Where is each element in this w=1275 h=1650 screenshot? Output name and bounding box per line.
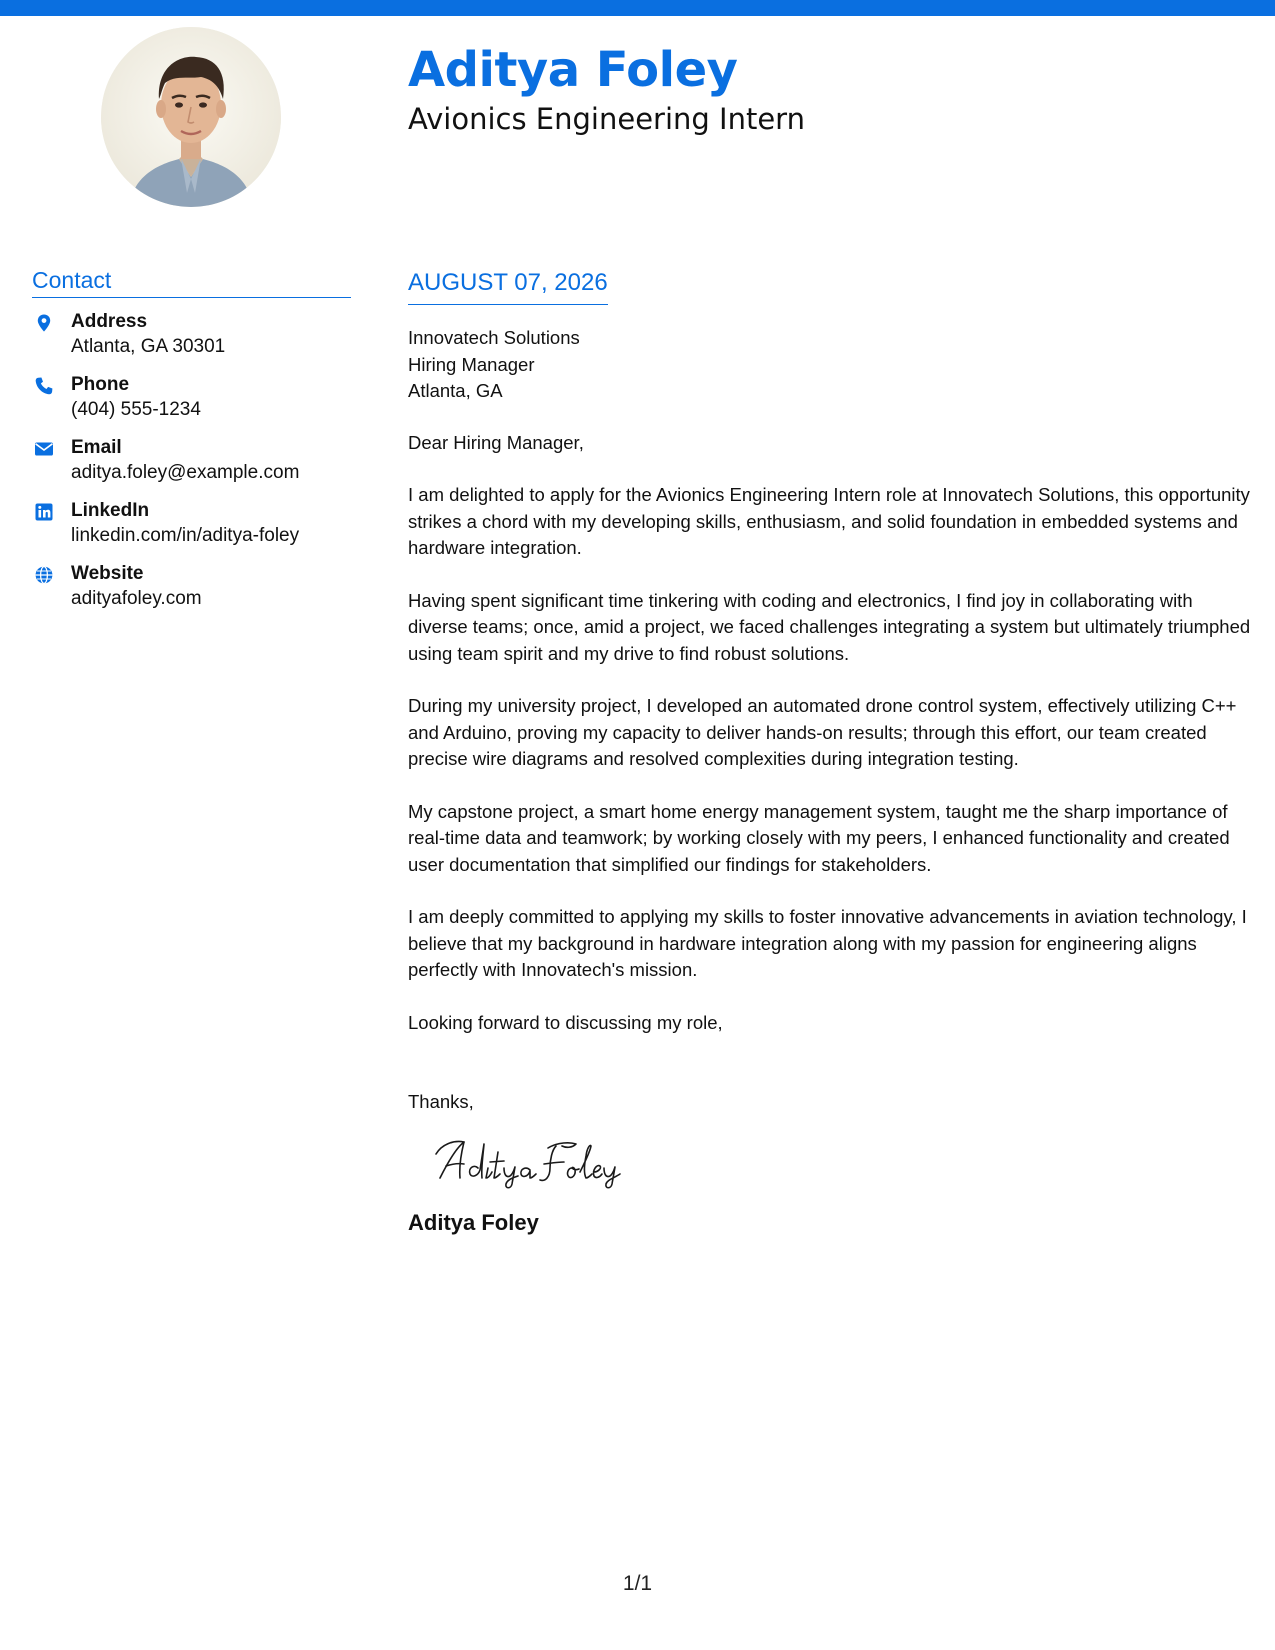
contact-item-phone: [32, 373, 362, 436]
job-title: Avionics Engineering Intern: [408, 102, 805, 136]
top-accent-bar: [0, 0, 1275, 16]
body-paragraph: I am deeply committed to applying my skills to foster innovative advancements in aviation technology, I believe that my background in hardware integration along with my passion for engineering aligns perfectly with Innovatech's mission.: [408, 906, 1247, 980]
linkedin-icon: [34, 502, 54, 522]
recipient-block: [408, 325, 1253, 405]
signer-name: Aditya Foley: [408, 1209, 539, 1235]
map-pin-icon: [34, 313, 54, 333]
envelope-icon: [34, 439, 54, 459]
salutation: Dear Hiring Manager,: [408, 431, 584, 453]
globe-icon: [34, 565, 54, 585]
contact-item-address: [32, 310, 362, 373]
body-paragraph: Having spent significant time tinkering with coding and electronics, I find joy in collaborating with diverse teams; once, amid a project, we faced challenges integrating a system but ultimately triumphed using team spirit and my drive to find robust solutions.: [408, 589, 1251, 664]
recipient-company: Innovatech Solutions: [408, 327, 580, 348]
signoff: Thanks,: [408, 1091, 474, 1112]
contact-label: Website: [71, 563, 144, 584]
page-number: 1/1: [622, 1572, 653, 1595]
address-value: Atlanta, GA 30301: [71, 336, 226, 357]
contact-divider: [32, 297, 351, 298]
phone-value: (404) 555-1234: [71, 399, 201, 420]
body-paragraph: My capstone project, a smart home energy management system, taught me the sharp importance of real-time data and teamwork; by working closely with my peers, I enhanced functionality and created user documentation that simplified our findings for stakeholders.: [408, 800, 1230, 875]
contact-label: LinkedIn: [71, 500, 150, 521]
contact-item-linkedin: [32, 499, 362, 562]
contact-item-email: [32, 436, 362, 499]
body-paragraph: I am delighted to apply for the Avionics Engineering Intern role at Innovatech Solutions, this opportunity strikes a chord with my developing skills, enthusiasm, and solid foundation in embedded systems and hardware integration.: [408, 484, 1250, 558]
phone-icon: [34, 376, 54, 396]
website-value[interactable]: adityafoley.com: [71, 588, 202, 609]
avatar: [101, 27, 281, 207]
profile-photo-icon: [101, 27, 281, 207]
linkedin-value[interactable]: linkedin.com/in/aditya-foley: [71, 525, 300, 546]
contact-label: Email: [71, 437, 122, 458]
closing-line: Looking forward to discussing my role,: [408, 1011, 723, 1033]
contact-label: Address: [71, 311, 148, 332]
email-value[interactable]: aditya.foley@example.com: [71, 462, 300, 483]
handwritten-signature: [434, 1134, 654, 1190]
applicant-name: Aditya Foley: [408, 42, 738, 98]
body-paragraph: During my university project, I developed an automated drone control system, effectively utilizing C++ and Arduino, proving my capacity to deliver hands-on results; through this effort, our team created precise wire diagrams and resolved complexities during integration testing.: [408, 695, 1237, 769]
letter-date: AUGUST 07, 2026: [408, 269, 608, 305]
contact-heading: Contact: [32, 267, 112, 293]
recipient-role: Hiring Manager: [408, 353, 535, 375]
contact-list: [32, 310, 362, 625]
contact-item-website: [32, 562, 362, 625]
recipient-location: Atlanta, GA: [408, 380, 503, 401]
contact-label: Phone: [71, 374, 130, 395]
letter-body: [408, 269, 1253, 1237]
